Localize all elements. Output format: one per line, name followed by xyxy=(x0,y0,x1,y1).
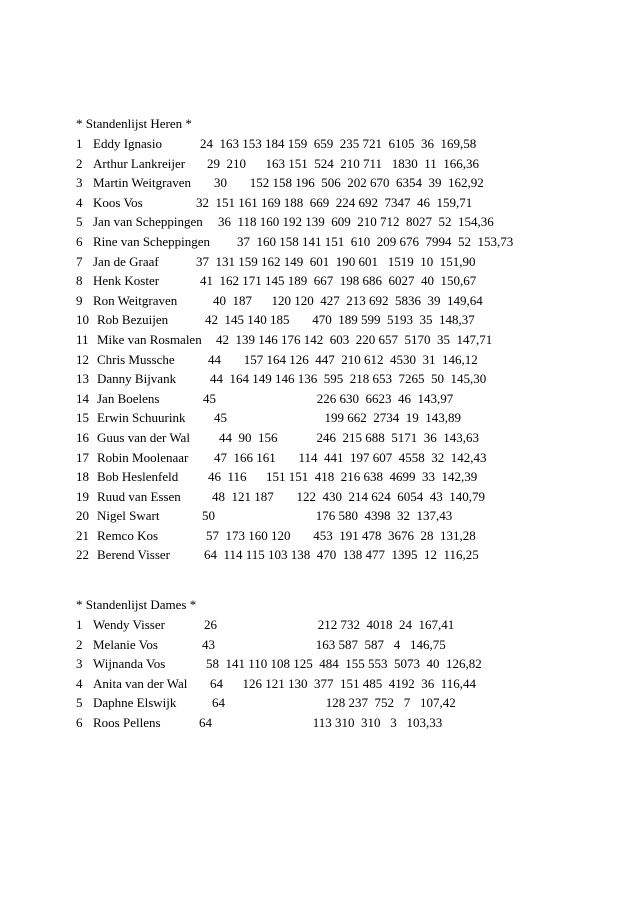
player-stats: 44 90 156 246 215 688 5171 36 143,63 xyxy=(219,429,479,445)
standings-row xyxy=(76,654,482,674)
player-stats: 36 118 160 192 139 609 210 712 8027 52 154,36 xyxy=(218,214,494,230)
player-stats: 26 212 732 4018 24 167,41 xyxy=(204,617,455,632)
standings-row xyxy=(76,271,477,291)
standings-row xyxy=(76,134,477,154)
rank-number: 21 xyxy=(76,527,89,543)
rank-number: 6 xyxy=(76,233,83,249)
player-name: Remco Kos xyxy=(97,527,159,543)
player-name: Melanie Vos xyxy=(93,636,158,652)
rank-number: 13 xyxy=(76,371,89,387)
player-name: Robin Moolenaar xyxy=(97,449,189,465)
rank-number: 9 xyxy=(76,292,83,308)
standings-row xyxy=(76,467,478,487)
player-stats: 44 157 164 126 447 210 612 4530 31 146,12 xyxy=(208,351,478,367)
rank-number: 2 xyxy=(76,636,83,652)
player-stats: 40 187 120 120 427 213 692 5836 39 149,64 xyxy=(213,292,483,308)
rank-number: 1 xyxy=(76,617,83,632)
standings-row xyxy=(76,487,485,507)
standings-row xyxy=(76,428,479,448)
standings-row xyxy=(76,545,479,565)
player-name: Ruud van Essen xyxy=(97,488,181,504)
player-name: Wijnanda Vos xyxy=(93,656,166,672)
men-standings-title: * Standenlijst Heren * xyxy=(76,116,192,131)
player-stats: 30 152 158 196 506 202 670 6354 39 162,92 xyxy=(214,175,484,191)
player-name: Jan de Graaf xyxy=(93,253,159,269)
rank-number: 17 xyxy=(76,449,89,465)
player-stats: 44 164 149 146 136 595 218 653 7265 50 145,30 xyxy=(210,371,487,387)
player-stats: 29 210 163 151 524 210 711 1830 11 166,36 xyxy=(207,155,480,171)
player-stats: 37 160 158 141 151 610 209 676 7994 52 153,73 xyxy=(237,233,514,249)
standings-row xyxy=(76,154,480,174)
player-name: Bob Heslenfeld xyxy=(97,469,179,485)
player-stats: 46 116 151 151 418 216 638 4699 33 142,39 xyxy=(208,469,478,485)
rank-number: 4 xyxy=(76,675,83,691)
player-stats: 42 139 146 176 142 603 220 657 5170 35 147,71 xyxy=(216,331,493,347)
player-name: Ron Weitgraven xyxy=(93,292,178,308)
player-name: Mike van Rosmalen xyxy=(97,331,202,347)
player-stats: 64 128 237 752 7 107,42 xyxy=(212,695,456,711)
player-name: Rine van Scheppingen xyxy=(93,233,210,249)
player-name: Rob Bezuijen xyxy=(97,312,169,328)
rank-number: 7 xyxy=(76,253,83,269)
player-stats: 57 173 160 120 453 191 478 3676 28 131,28 xyxy=(206,527,476,543)
player-name: Berend Visser xyxy=(97,547,170,563)
standings-row xyxy=(76,350,478,370)
player-name: Eddy Ignasio xyxy=(93,136,162,151)
rank-number: 10 xyxy=(76,312,89,328)
standings-row xyxy=(76,232,514,252)
standings-row xyxy=(76,635,446,655)
player-stats: 64 113 310 310 3 103,33 xyxy=(199,714,443,730)
player-stats: 24 163 153 184 159 659 235 721 6105 36 169,58 xyxy=(200,136,477,151)
player-stats: 42 145 140 185 470 189 599 5193 35 148,37 xyxy=(205,312,475,328)
player-name: Henk Koster xyxy=(93,273,160,289)
standings-row xyxy=(76,674,477,694)
standings-row xyxy=(76,389,454,409)
standings-row xyxy=(76,310,475,330)
player-name: Guus van der Wal xyxy=(97,429,190,445)
rank-number: 5 xyxy=(76,695,83,711)
standings-row xyxy=(76,212,494,232)
player-stats: 64 114 115 103 138 470 138 477 1395 12 116,25 xyxy=(204,547,479,563)
rank-number: 4 xyxy=(76,194,83,210)
rank-number: 1 xyxy=(76,136,83,151)
player-stats: 47 166 161 114 441 197 607 4558 32 142,43 xyxy=(214,449,487,465)
player-name: Wendy Visser xyxy=(93,617,165,632)
rank-number: 5 xyxy=(76,214,83,230)
rank-number: 3 xyxy=(76,175,83,191)
rank-number: 8 xyxy=(76,273,83,289)
rank-number: 3 xyxy=(76,656,83,672)
rank-number: 6 xyxy=(76,714,83,730)
player-stats: 48 121 187 122 430 214 624 6054 43 140,79 xyxy=(212,488,485,504)
standings-row xyxy=(76,330,493,350)
player-stats: 41 162 171 145 189 667 198 686 6027 40 150,67 xyxy=(200,273,477,289)
player-stats: 50 176 580 4398 32 137,43 xyxy=(202,508,453,524)
standings-row xyxy=(76,448,487,468)
player-stats: 43 163 587 587 4 146,75 xyxy=(202,636,446,652)
player-name: Anita van der Wal xyxy=(93,675,188,691)
rank-number: 19 xyxy=(76,488,89,504)
women-standings xyxy=(76,595,482,733)
standings-row xyxy=(76,713,443,733)
player-name: Arthur Lankreijer xyxy=(93,155,186,171)
rank-number: 15 xyxy=(76,410,89,426)
rank-number: 11 xyxy=(76,331,89,347)
standings-row xyxy=(76,173,484,193)
player-name: Martin Weitgraven xyxy=(93,175,191,191)
standings-row xyxy=(76,526,476,546)
player-name: Jan van Scheppingen xyxy=(93,214,203,230)
player-stats: 32 151 161 169 188 669 224 692 7347 46 159,71 xyxy=(196,194,473,210)
rank-number: 2 xyxy=(76,155,83,171)
player-name: Koos Vos xyxy=(93,194,143,210)
player-name: Jan Boelens xyxy=(97,390,160,406)
player-stats: 64 126 121 130 377 151 485 4192 36 116,44 xyxy=(210,675,477,691)
player-stats: 58 141 110 108 125 484 155 553 5073 40 126,82 xyxy=(206,656,482,672)
standings-row xyxy=(76,369,487,389)
player-name: Erwin Schuurink xyxy=(97,410,186,426)
rank-number: 14 xyxy=(76,390,89,406)
women-standings-rows xyxy=(76,615,482,733)
rank-number: 22 xyxy=(76,547,89,563)
standings-row xyxy=(76,252,476,272)
rank-number: 16 xyxy=(76,429,89,445)
player-name: Danny Bijvank xyxy=(97,371,177,387)
standings-row xyxy=(76,193,473,213)
rank-number: 18 xyxy=(76,469,89,485)
rank-number: 12 xyxy=(76,351,89,367)
rank-number: 20 xyxy=(76,508,89,524)
player-stats: 45 199 662 2734 19 143,89 xyxy=(214,410,461,426)
player-stats: 45 226 630 6623 46 143,97 xyxy=(203,390,454,406)
standings-row xyxy=(76,291,483,311)
women-standings-title: * Standenlijst Dames * xyxy=(76,597,197,612)
player-name: Chris Mussche xyxy=(97,351,175,367)
player-name: Nigel Swart xyxy=(97,508,160,524)
standings-row xyxy=(76,408,461,428)
men-standings xyxy=(76,114,514,565)
standings-row xyxy=(76,693,456,713)
player-stats: 37 131 159 162 149 601 190 601 1519 10 151,90 xyxy=(196,253,476,269)
standings-row xyxy=(76,615,455,635)
player-name: Roos Pellens xyxy=(93,714,161,730)
standings-row xyxy=(76,506,453,526)
men-standings-rows xyxy=(76,134,514,565)
player-name: Daphne Elswijk xyxy=(93,695,177,711)
